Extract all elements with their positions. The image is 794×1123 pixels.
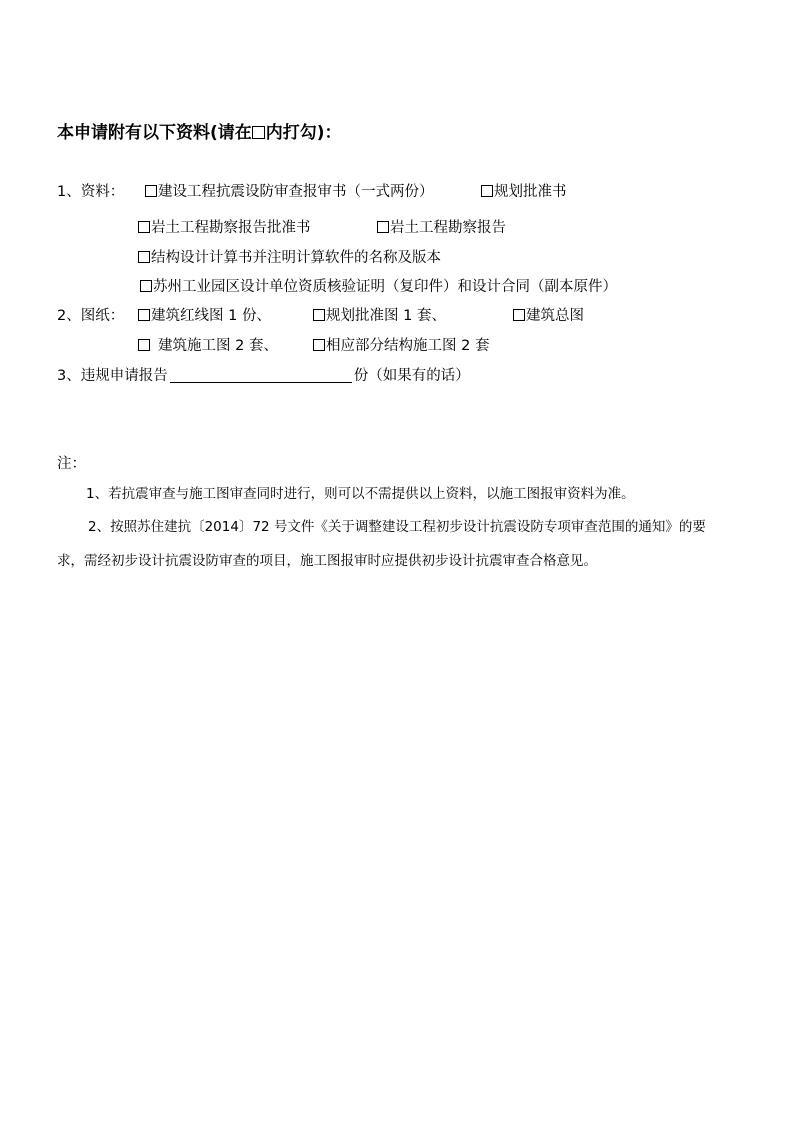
material-label-1: 建设工程抗震设防审查报审书（一式两份）: [158, 184, 434, 200]
material-label-5: 结构设计计算书并注明计算软件的名称及版本: [151, 250, 441, 266]
drawing-label-1: 建筑红线图 1 份、: [151, 308, 271, 324]
material-item-5[interactable]: [138, 246, 441, 267]
drawing-label-4: 建筑施工图 2 套、: [158, 338, 278, 354]
materials-number: 1、资料：: [57, 184, 125, 200]
title-prefix: 本申请附有以下资料(请在: [57, 123, 252, 143]
checkbox[interactable]: [481, 185, 493, 197]
drawing-label-3: 建筑总图: [526, 308, 584, 324]
note-2-line-2: 求，需经初步设计抗震设防审查的项目，施工图报审时应提供初步设计抗震审查合格意见。: [57, 553, 597, 569]
drawing-item-5[interactable]: [313, 334, 489, 355]
materials-row-1: [57, 180, 124, 201]
drawing-item-3[interactable]: [513, 304, 584, 325]
material-item-2[interactable]: [481, 180, 567, 201]
material-label-2: 规划批准书: [494, 184, 567, 200]
drawing-label-2: 规划批准图 1 套、: [326, 308, 446, 324]
drawing-item-1[interactable]: [138, 304, 271, 325]
note-1: 1、若抗震审查与施工图审查同时进行，则可以不需提供以上资料，以施工图报审资料为准。: [86, 486, 635, 502]
violation-label: 3、违规申请报告: [57, 368, 168, 384]
drawing-item-4[interactable]: [138, 334, 278, 355]
checkbox[interactable]: [138, 339, 150, 351]
checkbox[interactable]: [313, 339, 325, 351]
material-label-3: 岩土工程勘察报告批准书: [151, 220, 311, 236]
checkbox[interactable]: [140, 280, 152, 292]
violation-row: [57, 364, 470, 385]
section-title: [57, 118, 342, 143]
checkbox[interactable]: [513, 309, 525, 321]
violation-suffix: 份（如果有的话）: [353, 368, 470, 384]
drawing-item-2[interactable]: [313, 304, 446, 325]
checkbox[interactable]: [145, 185, 157, 197]
material-item-4[interactable]: [377, 216, 506, 237]
checkbox[interactable]: [313, 309, 325, 321]
violation-count-field[interactable]: [170, 367, 352, 383]
checkbox-sample-icon: [252, 126, 265, 139]
checkbox[interactable]: [138, 309, 150, 321]
drawing-label-5: 相应部分结构施工图 2 套: [326, 338, 490, 354]
note-2-line-1: 2、按照苏住建抗〔2014〕72 号文件《关于调整建设工程初步设计抗震设防专项审查范围的通知》的要: [88, 519, 706, 535]
title-suffix: 内打勾)：: [265, 123, 342, 143]
notes-heading: 注：: [57, 456, 86, 472]
material-item-1[interactable]: [145, 180, 434, 201]
material-item-6[interactable]: [140, 275, 617, 296]
material-item-3[interactable]: [138, 216, 311, 237]
checkbox[interactable]: [138, 221, 150, 233]
drawings-row-1: [57, 304, 124, 325]
checkbox[interactable]: [138, 251, 150, 263]
material-label-6: 苏州工业园区设计单位资质核验证明（复印件）和设计合同（副本原件）: [153, 279, 617, 295]
checkbox[interactable]: [377, 221, 389, 233]
drawings-number: 2、图纸：: [57, 308, 125, 324]
material-label-4: 岩土工程勘察报告: [390, 220, 506, 236]
